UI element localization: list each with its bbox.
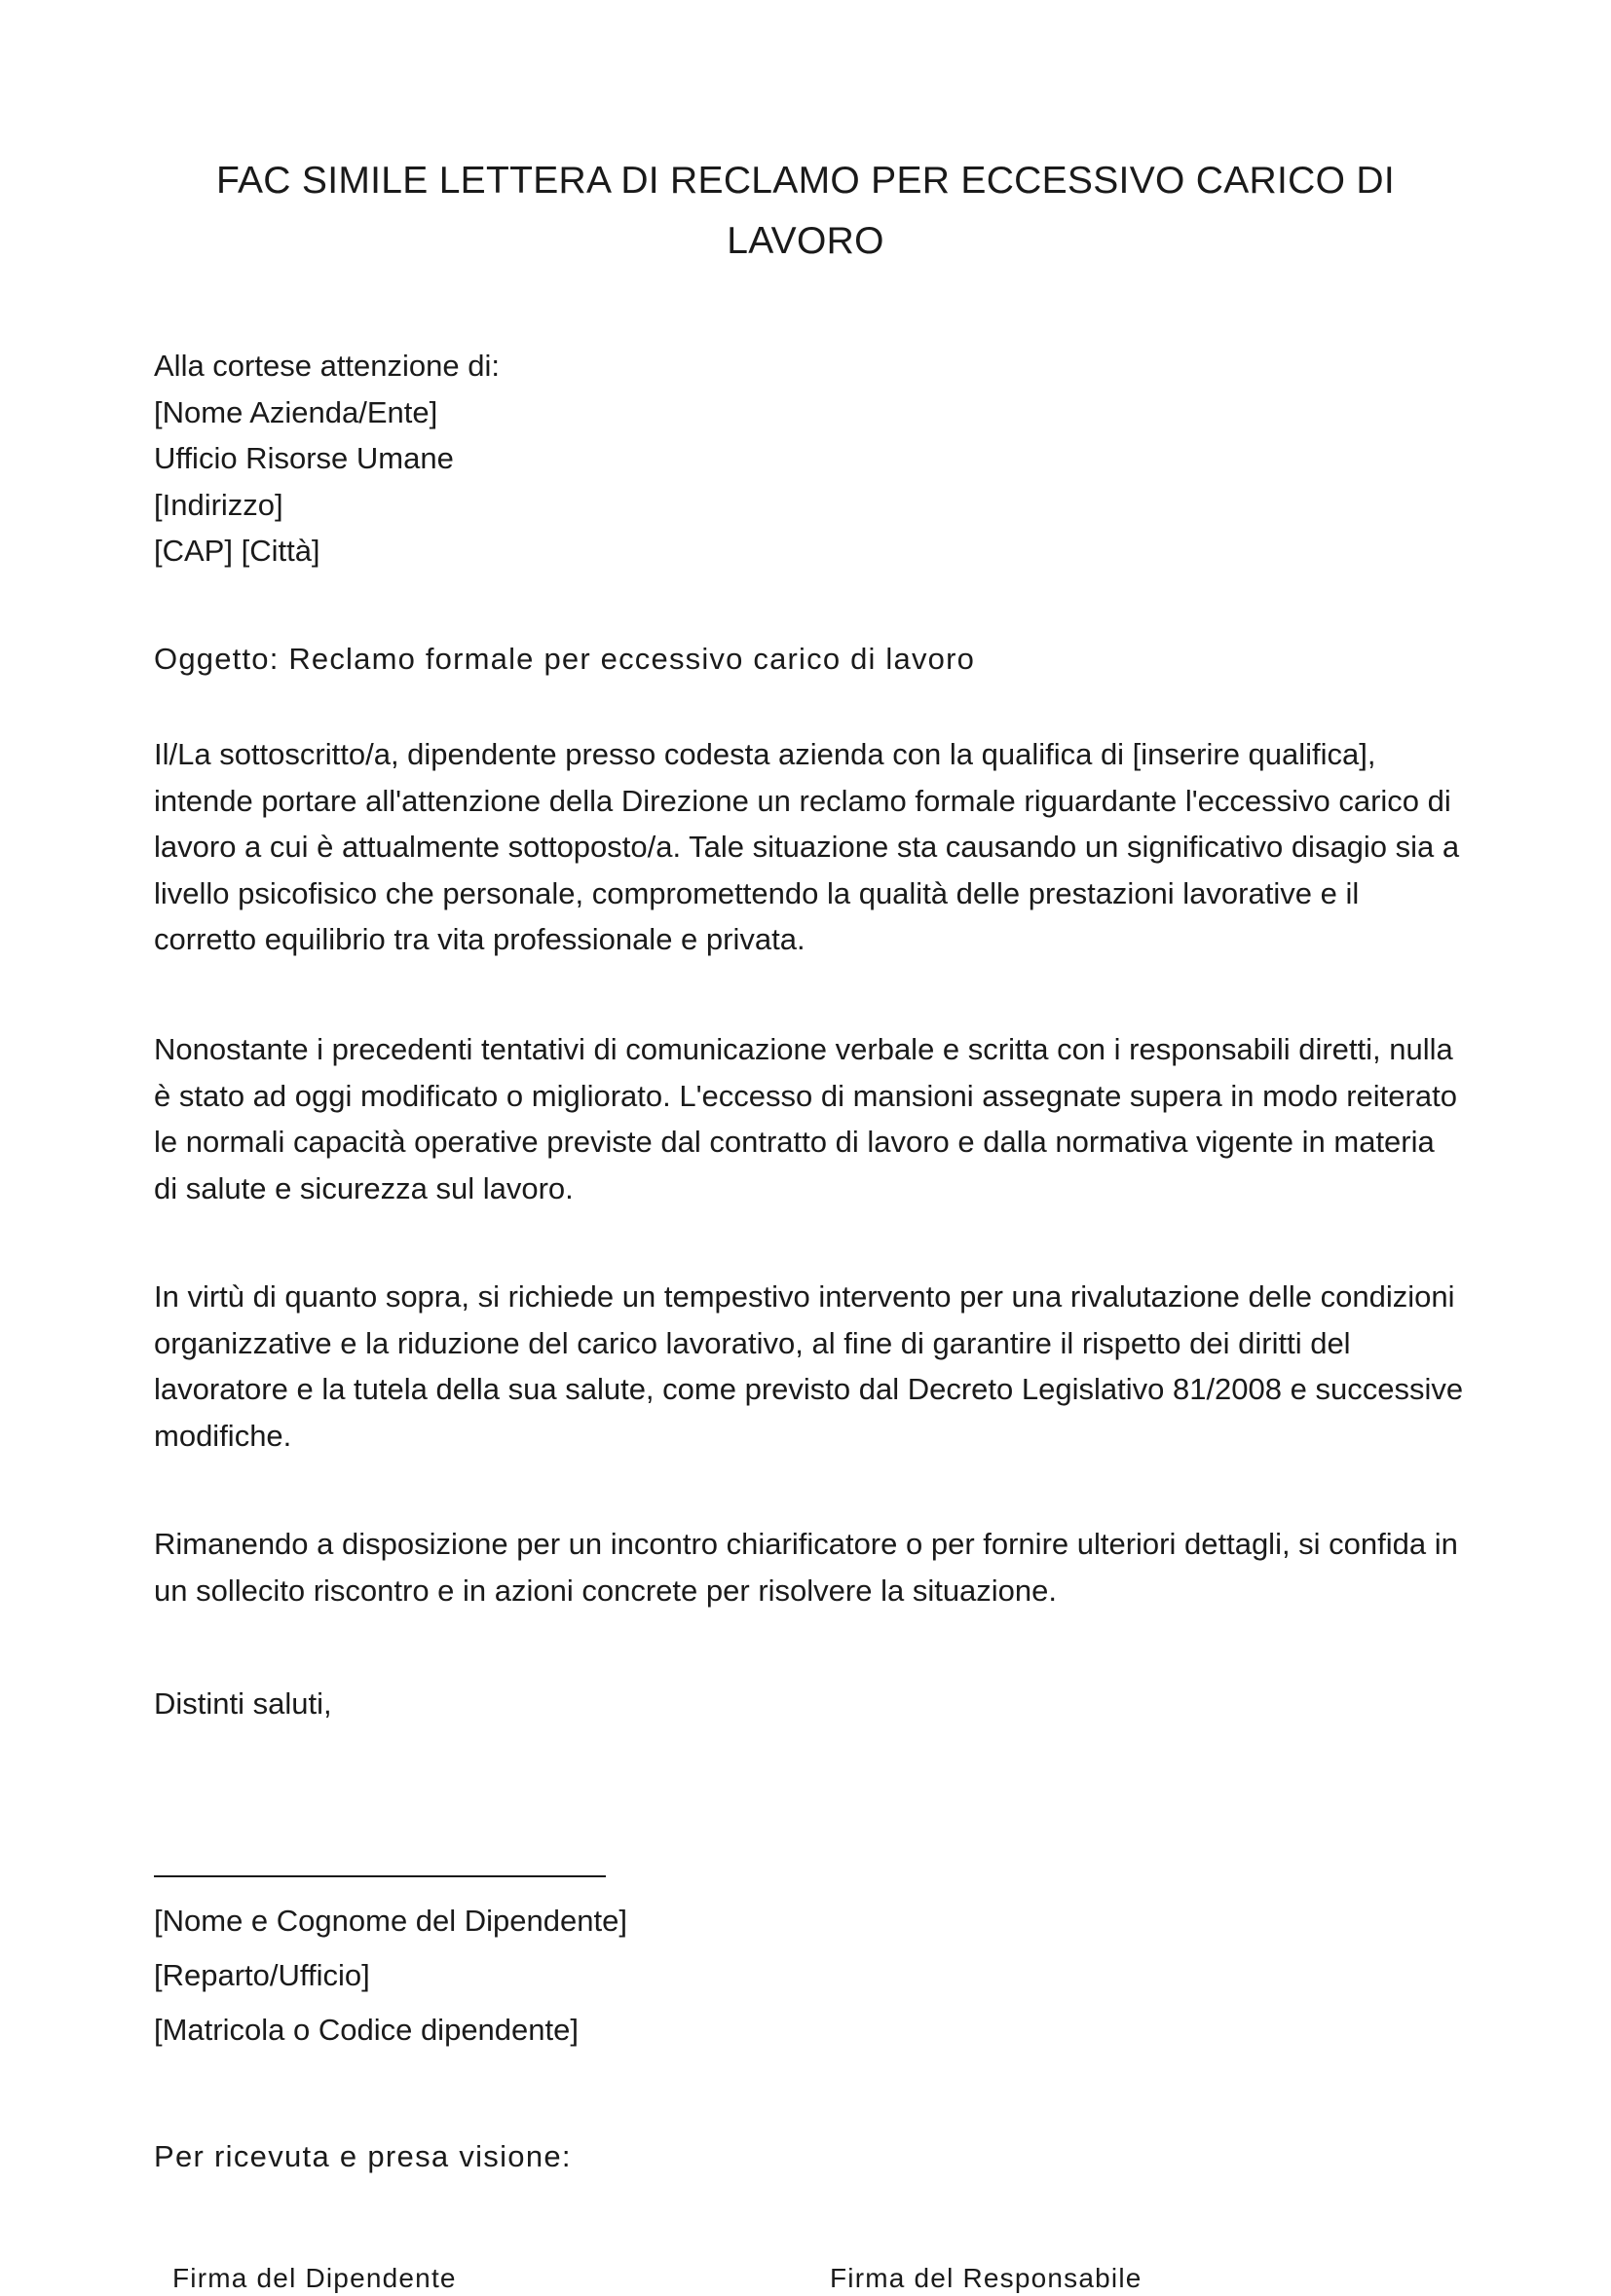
closing-salutation: Distinti saluti,: [154, 1686, 332, 1721]
recipient-line-office: Ufficio Risorse Umane: [154, 441, 454, 475]
recipient-line-attention: Alla cortese attenzione di:: [154, 349, 500, 383]
employee-signature-label: Firma del Dipendente: [172, 2263, 457, 2293]
employee-name: [Nome e Cognome del Dipendente]: [154, 1904, 627, 1938]
employee-id: [Matricola o Codice dipendente]: [154, 2013, 579, 2047]
signature-line: [154, 1875, 606, 1877]
body-paragraph-2: Nonostante i precedenti tentativi di comunicazione verbale e scritta con i responsabili diretti, nulla è stato ad oggi modificato o migliorato. L'eccesso di mansioni assegnate supera in modo reiterato le normali capacità operative previste dal contratto di lavoro e dalla normativa vigente in materia di salute e sicurezza sul lavoro.: [154, 1032, 1457, 1205]
recipient-address-block: [154, 343, 500, 574]
recipient-line-company: [Nome Azienda/Ente]: [154, 394, 438, 429]
recipient-line-address: [Indirizzo]: [154, 487, 283, 522]
employee-details-block: [154, 1894, 627, 2057]
recipient-line-city: [CAP] [Città]: [154, 534, 320, 568]
receipt-label: Per ricevuta e presa visione:: [154, 2139, 572, 2173]
employee-department: [Reparto/Ufficio]: [154, 1958, 370, 1992]
body-paragraph-4: Rimanendo a disposizione per un incontro chiarificatore o per fornire ulteriori dettagli, si confida in un sollecito riscontro e in azioni concrete per risolvere la situazione.: [154, 1527, 1458, 1608]
body-paragraph-1: Il/La sottoscritto/a, dipendente presso codesta azienda con la qualifica di [inserire qualifica], intende portare all'attenzione della Direzione un reclamo formale riguardante l'eccessivo carico di lavoro a cui è attualmente sottoposto/a. Tale situazione sta causando un significativo disagio sia a livello psicofisico che personale, compromettendo la qualità delle prestazioni lavorative e il corretto equilibrio tra vita professionale e privata.: [154, 737, 1460, 956]
letter-subject: Oggetto: Reclamo formale per eccessivo carico di lavoro: [154, 642, 976, 676]
manager-signature-label: Firma del Responsabile: [830, 2263, 1143, 2293]
body-paragraph-3: In virtù di quanto sopra, si richiede un tempestivo intervento per una rivalutazione delle condizioni organizzative e la riduzione del carico lavorativo, al fine di garantire il rispetto dei diritti del lavoratore e la tutela della sua salute, come previsto dal Decreto Legislativo 81/2008 e successive modifiche.: [154, 1279, 1464, 1453]
document-title: FAC SIMILE LETTERA DI RECLAMO PER ECCESSIVO CARICO DI LAVORO: [216, 160, 1395, 262]
